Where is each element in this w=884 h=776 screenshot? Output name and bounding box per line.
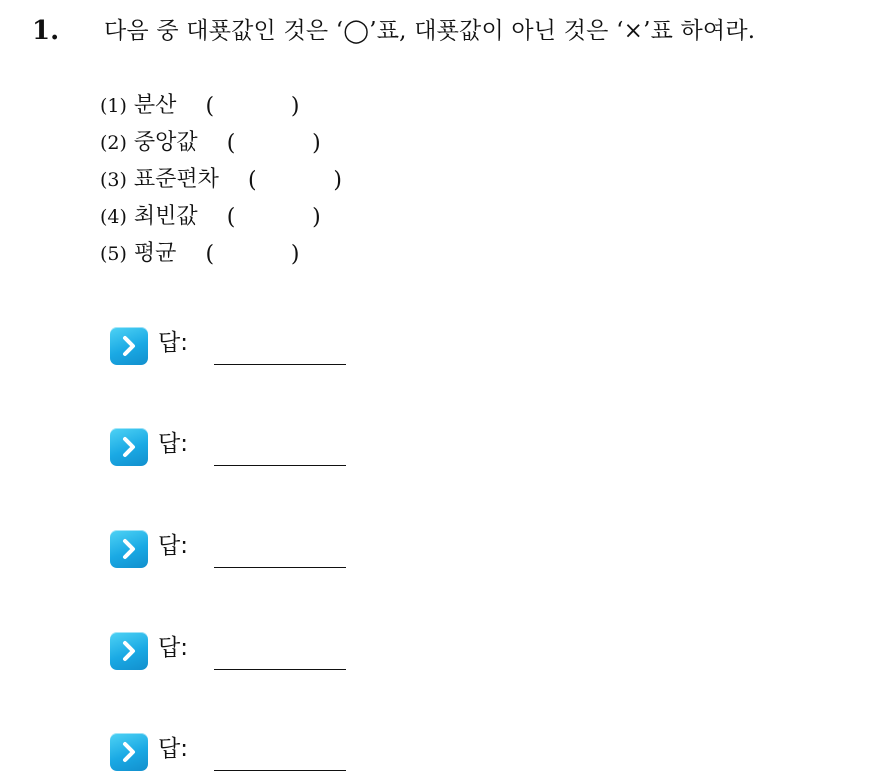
open-paren: (	[205, 242, 215, 267]
item-number: (3)	[100, 169, 127, 191]
list-item	[100, 198, 342, 235]
item-list	[100, 87, 342, 272]
answer-label: 답:	[158, 431, 188, 457]
close-paren: )	[290, 94, 300, 119]
chevron-right-icon	[110, 428, 148, 466]
answer-blank[interactable]	[227, 128, 321, 158]
close-paren: )	[312, 131, 321, 156]
item-number: (2)	[100, 132, 127, 154]
answer-blank[interactable]	[205, 239, 299, 269]
chevron-right-icon	[110, 530, 148, 568]
answer-label: 답:	[158, 330, 188, 356]
list-item	[100, 235, 342, 272]
close-paren: )	[290, 242, 300, 267]
open-paren: (	[226, 131, 236, 156]
close-paren: )	[312, 205, 321, 230]
open-paren: (	[205, 94, 215, 119]
answer-blank[interactable]	[248, 165, 342, 195]
question-number: 1.	[32, 16, 60, 46]
answer-line[interactable]	[214, 364, 346, 365]
chevron-right-icon	[110, 733, 148, 771]
close-paren: )	[333, 168, 342, 193]
answer-line[interactable]	[214, 669, 346, 670]
open-paren: (	[247, 168, 257, 193]
item-label: 최빈값	[133, 204, 198, 229]
answer-row	[110, 730, 370, 776]
item-number: (1)	[100, 95, 127, 117]
answer-label: 답:	[158, 533, 188, 559]
answer-blank[interactable]	[205, 91, 299, 121]
answer-row	[110, 629, 370, 675]
item-number: (5)	[100, 243, 127, 265]
answer-label: 답:	[158, 736, 188, 762]
answer-blank[interactable]	[227, 202, 321, 232]
chevron-right-icon	[110, 327, 148, 365]
answer-line[interactable]	[214, 770, 346, 771]
list-item	[100, 161, 342, 198]
answer-line[interactable]	[214, 465, 346, 466]
chevron-right-icon	[110, 632, 148, 670]
list-item	[100, 124, 342, 161]
item-label: 표준편차	[133, 167, 219, 192]
item-label: 중앙값	[133, 130, 198, 155]
answer-row	[110, 527, 370, 573]
list-item	[100, 87, 342, 124]
answer-label: 답:	[158, 635, 188, 661]
answer-row	[110, 425, 370, 471]
answer-line[interactable]	[214, 567, 346, 568]
item-label: 평균	[133, 241, 177, 266]
answer-row	[110, 324, 370, 370]
question-text: 다음 중 대푯값인 것은 ‘◯’표, 대푯값이 아닌 것은 ‘×’표 하여라.	[104, 18, 756, 44]
open-paren: (	[226, 205, 236, 230]
item-label: 분산	[133, 93, 177, 118]
item-number: (4)	[100, 206, 127, 228]
